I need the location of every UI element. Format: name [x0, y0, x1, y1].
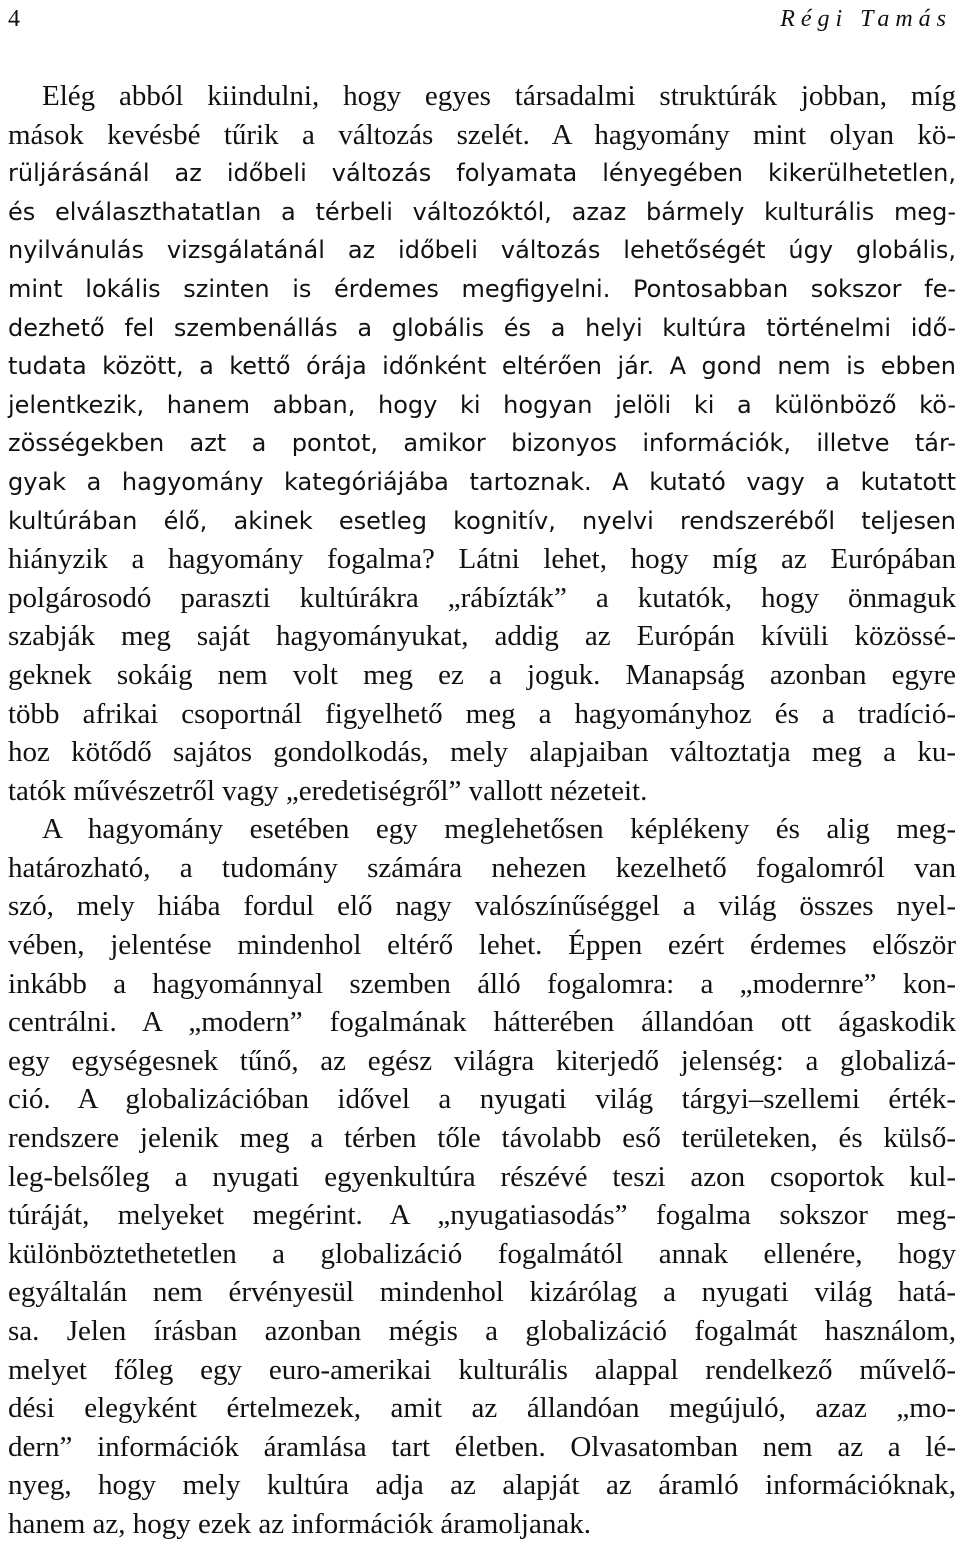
- text-line: dezhető fel szembenállás a globális és a helyi kultúra történelmi idő-: [8, 313, 956, 342]
- text-line: geknek sokáig nem volt meg ez a joguk. Manapság azonban egyre: [8, 658, 956, 691]
- text-line: dési elegyként értelmezek, amit az állandóan megújuló, azaz „mo-: [8, 1392, 956, 1425]
- text-line: mások kevésbé tűrik a változás szelét. A hagyomány mint olyan kö-: [8, 118, 956, 151]
- text-line: ció. A globalizációban idővel a nyugati világ tárgyi–szellemi érték-: [8, 1083, 956, 1116]
- text-line: több afrikai csoportnál figyelhető meg a hagyományhoz és a tradíció-: [8, 697, 956, 730]
- text-line: szó, mely hiába fordul elő nagy valószínűséggel a világ összes nyel-: [8, 890, 956, 923]
- text-line: gyak a hagyomány kategóriájába tartoznak. A kutató vagy a kutatott: [8, 467, 956, 496]
- text-line: inkább a hagyománnyal szemben álló fogalomra: a „modernre” kon-: [8, 967, 956, 1000]
- header-author: Régi Tamás: [780, 6, 952, 32]
- text-line: hanem az, hogy ezek az információk áramoljanak.: [8, 1507, 591, 1540]
- text-line: rendszere jelenik meg a térben tőle távolabb eső területeken, és külső-: [8, 1122, 956, 1155]
- text-line: egyáltalán nem érvényesül mindenhol kizárólag a nyugati világ hatá-: [8, 1276, 956, 1309]
- text-line: tudata között, a kettő órája időnként eltérően jár. A gond nem is ebben: [8, 352, 956, 381]
- text-line: egy egységesnek tűnő, az egész világra kiterjedő jelenség: a globalizá-: [8, 1044, 956, 1077]
- text-line: túráját, melyeket megérint. A „nyugatiasodás” fogalma sokszor meg-: [8, 1199, 956, 1232]
- text-line: tatók művészetről vagy „eredetiségről” vallott nézeteit.: [8, 774, 648, 807]
- text-line: polgárosodó paraszti kultúrákra „rábízták” a kutatók, hogy önmaguk: [8, 581, 956, 614]
- text-line: különböztethetetlen a globalizáció fogalmától annak ellenére, hogy: [8, 1237, 956, 1270]
- text-line: nyeg, hogy mely kultúra adja az alapját az áramló információknak,: [8, 1469, 956, 1502]
- text-line: melyet főleg egy euro-amerikai kulturális alappal rendelkező művelő-: [8, 1353, 956, 1386]
- text-line: határozható, a tudomány számára nehezen kezelhető fogalomról van: [8, 851, 956, 884]
- text-line: zösségekben azt a pontot, amikor bizonyos információk, illetve tár-: [8, 429, 956, 458]
- body-text: [8, 77, 956, 1544]
- text-line: és elválaszthatatlan a térbeli változóktól, azaz bármely kulturális meg-: [8, 197, 956, 226]
- text-line: leg-belsőleg a nyugati egyenkultúra részévé teszi azon csoportok kul-: [8, 1160, 956, 1193]
- running-head: [8, 4, 956, 34]
- text-line: mint lokális szinten is érdemes megfigyelni. Pontosabban sokszor fe-: [8, 274, 956, 303]
- text-line: Elég abból kiindulni, hogy egyes társadalmi struktúrák jobban, míg: [42, 80, 956, 112]
- text-line: A hagyomány esetében egy meglehetősen képlékeny és alig meg-: [42, 813, 956, 846]
- text-line: szabják meg saját hagyományukat, addig az Európán kívüli közössé-: [8, 620, 956, 653]
- text-line: nyilvánulás vizsgálatánál az időbeli változás lehetőségét úgy globális,: [8, 236, 956, 265]
- text-line: vében, jelentése mindenhol eltérő lehet. Éppen ezért érdemes először: [8, 929, 956, 962]
- text-line: hoz kötődő sajátos gondolkodás, mely alapjaiban változtatja meg a ku-: [8, 736, 956, 769]
- text-line: hiányzik a hagyomány fogalma? Látni lehet, hogy míg az Európában: [8, 543, 956, 576]
- text-line: jelentkezik, hanem abban, hogy ki hogyan jelöli ki a különböző kö-: [8, 390, 956, 419]
- book-page: [8, 0, 956, 1548]
- page-number: 4: [8, 6, 20, 32]
- text-line: dern” információk áramlása tart életben. Olvasatomban nem az a lé-: [8, 1430, 956, 1463]
- text-line: sa. Jelen írásban azonban mégis a globalizáció fogalmát használom,: [8, 1315, 956, 1347]
- text-line: rüljárásánál az időbeli változás folyamata lényegében kikerülhetetlen,: [8, 159, 956, 188]
- text-line: kultúrában élő, akinek esetleg kognitív, nyelvi rendszeréből teljesen: [8, 506, 956, 535]
- text-line: centrálni. A „modern” fogalmának hátterében állandóan ott ágaskodik: [8, 1006, 956, 1039]
